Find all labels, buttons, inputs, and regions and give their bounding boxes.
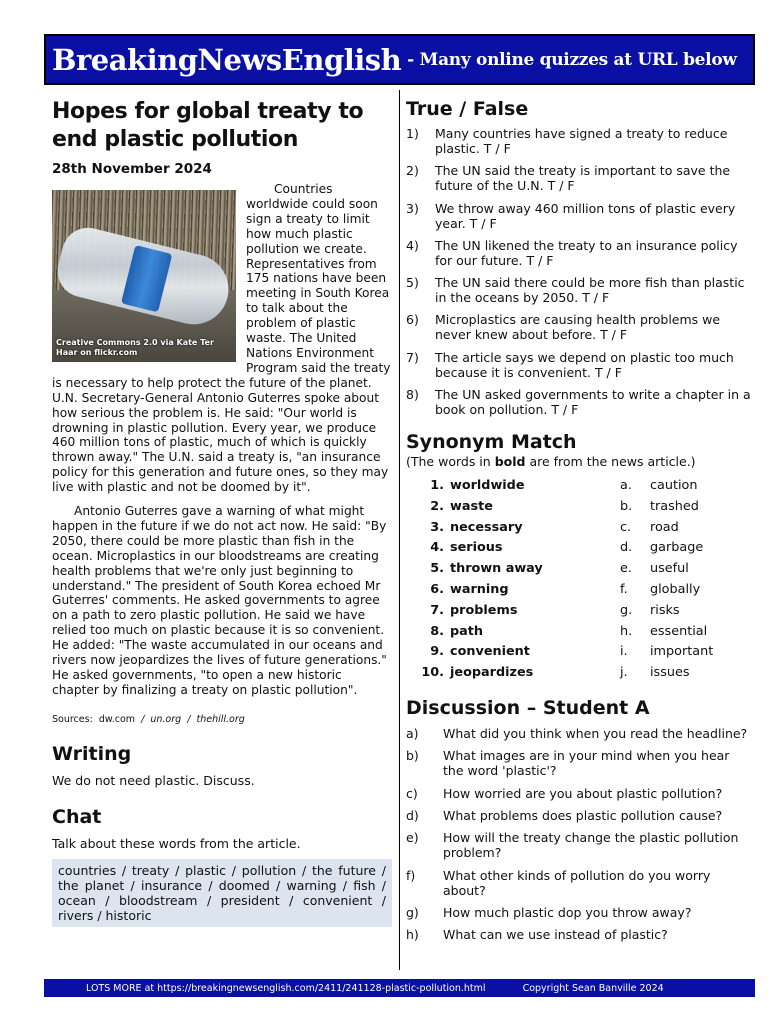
row-number: 4. xyxy=(430,540,444,556)
row-word: worldwide xyxy=(450,477,525,493)
article-date: 28th November 2024 xyxy=(52,161,212,177)
writing-heading: Writing xyxy=(52,742,132,765)
row-word: problems xyxy=(450,602,518,618)
table-row xyxy=(406,558,758,579)
list-item xyxy=(406,927,758,942)
site-tagline: - Many online quizzes at URL below xyxy=(407,49,737,70)
row-letter: b. xyxy=(620,498,633,514)
item-letter: a) xyxy=(406,726,419,742)
row-word: serious xyxy=(450,540,503,556)
item-text: The article says we depend on plastic too much because it is convenient. T / F xyxy=(435,349,734,380)
chat-heading: Chat xyxy=(52,805,102,828)
row-letter: a. xyxy=(620,477,632,493)
note-text: are from the news article.) xyxy=(525,454,696,470)
row-number: 8. xyxy=(430,623,444,639)
right-column xyxy=(406,98,758,949)
item-number: 7) xyxy=(406,349,419,365)
item-text: The UN asked governments to write a chapter in a book on pollution. T / F xyxy=(435,387,751,418)
article-photo xyxy=(52,190,236,362)
row-number: 10. xyxy=(421,665,444,681)
row-number: 5. xyxy=(430,561,444,577)
item-text: How worried are you about plastic pollution? xyxy=(443,785,723,801)
list-item xyxy=(406,786,758,801)
article-headline: Hopes for global treaty to end plastic pollution xyxy=(52,99,364,152)
note-bold: bold xyxy=(494,454,526,470)
item-text: What images are in your mind when you hear the word 'plastic'? xyxy=(443,748,730,779)
row-number: 1. xyxy=(430,477,444,493)
row-letter: g. xyxy=(620,602,633,618)
column-divider xyxy=(399,90,400,970)
row-letter: h. xyxy=(620,623,633,639)
item-letter: c) xyxy=(406,785,418,801)
table-row xyxy=(406,496,758,517)
note-text: (The words in xyxy=(406,454,495,470)
site-brand: BreakingNewsEnglish xyxy=(52,42,402,77)
row-meaning: globally xyxy=(650,581,701,597)
item-text: What did you think when you read the headline? xyxy=(443,726,748,742)
item-text: The UN likened the treaty to an insurance policy for our future. T / F xyxy=(435,237,738,268)
discussion-list xyxy=(406,726,758,942)
photo-credit: Creative Commons 2.0 via Kate Ter Haar on flickr.com xyxy=(56,338,214,357)
item-number: 5) xyxy=(406,275,419,291)
chat-word-box: countries / treaty / plastic / pollution / the future / the planet / insurance / doomed / warning / fish / ocean / bloodstream / president / convenient / rivers / historic xyxy=(52,859,392,927)
row-word: path xyxy=(450,623,484,639)
table-row xyxy=(406,641,758,662)
list-item xyxy=(406,238,758,268)
list-item xyxy=(406,808,758,823)
discussion-heading: Discussion – Student A xyxy=(406,697,650,720)
bottle-label xyxy=(121,245,172,312)
item-number: 6) xyxy=(406,312,419,328)
item-text: How much plastic dop you throw away? xyxy=(443,904,692,920)
chat-prompt: Talk about these words from the article. xyxy=(52,835,301,851)
item-number: 8) xyxy=(406,387,419,403)
list-item xyxy=(406,748,758,778)
list-item xyxy=(406,830,758,860)
row-word: thrown away xyxy=(450,561,543,577)
item-number: 4) xyxy=(406,237,419,253)
item-number: 2) xyxy=(406,163,419,179)
row-letter: e. xyxy=(620,561,632,577)
footer-url-link[interactable]: LOTS MORE at https://breakingnewsenglish.com/2411/241128-plastic-pollution.html xyxy=(86,982,486,994)
item-text: The UN said there could be more fish than plastic in the oceans by 2050. T / F xyxy=(435,275,745,306)
list-item xyxy=(406,312,758,342)
source-separator: / xyxy=(187,713,191,725)
synonym-heading: Synonym Match xyxy=(406,431,577,454)
row-meaning: essential xyxy=(650,623,708,639)
row-letter: f. xyxy=(620,581,628,597)
row-number: 9. xyxy=(430,644,444,660)
list-item xyxy=(406,726,758,741)
item-letter: e) xyxy=(406,830,419,846)
row-meaning: trashed xyxy=(650,498,699,514)
article-body xyxy=(52,182,392,698)
item-text: Microplastics are causing health problems we never knew about before. T / F xyxy=(435,312,721,343)
row-number: 7. xyxy=(430,602,444,618)
list-item xyxy=(406,201,758,231)
list-item xyxy=(406,275,758,305)
row-letter: d. xyxy=(620,540,633,556)
synonym-note xyxy=(406,454,758,469)
row-meaning: garbage xyxy=(650,540,704,556)
item-letter: h) xyxy=(406,927,419,943)
list-item xyxy=(406,350,758,380)
row-letter: c. xyxy=(620,519,632,535)
writing-prompt: We do not need plastic. Discuss. xyxy=(52,772,255,788)
item-text: Many countries have signed a treaty to reduce plastic. T / F xyxy=(435,126,728,156)
row-word: convenient xyxy=(450,644,530,660)
row-meaning: risks xyxy=(650,602,680,618)
table-row xyxy=(406,662,758,683)
site-banner xyxy=(44,34,755,85)
true-false-list xyxy=(406,126,758,417)
page-footer xyxy=(44,979,755,997)
row-number: 3. xyxy=(430,519,444,535)
sources-line xyxy=(52,714,392,725)
item-letter: g) xyxy=(406,904,419,920)
row-letter: j. xyxy=(620,665,628,681)
row-word: warning xyxy=(450,581,509,597)
row-number: 2. xyxy=(430,498,444,514)
table-row xyxy=(406,517,758,538)
table-row xyxy=(406,600,758,621)
list-item xyxy=(406,905,758,920)
item-text: The UN said the treaty is important to save the future of the U.N. T / F xyxy=(435,163,731,194)
paragraph-rest: worldwide could soon sign a treaty to limit how much plastic pollution we create. Representatives from 175 nations have been meeting in South Korea to talk about the problem of plastic waste. The United Nations Environment Program said the treaty is necessary to help protect the future of the planet. U.N. Secretary-General Antonio Guterres spoke about how serious the problem is. He said: "Our world is drowning in plastic pollution. Every year, we produce 460 million tons of plastic, much of which is quickly thrown away." The U.N. said a treaty is, "an insurance policy for this generation and future ones, so they may live with plastic and not be doomed by it". xyxy=(52,196,391,495)
item-text: What can we use instead of plastic? xyxy=(443,927,668,943)
item-letter: f) xyxy=(406,867,416,883)
footer-copyright: Copyright Sean Banville 2024 xyxy=(522,982,664,994)
item-letter: b) xyxy=(406,748,419,764)
item-text: We throw away 460 million tons of plastic every year. T / F xyxy=(435,200,736,231)
item-text: How will the treaty change the plastic pollution problem? xyxy=(443,830,739,861)
list-item xyxy=(406,163,758,193)
row-meaning: issues xyxy=(650,665,690,681)
item-number: 1) xyxy=(406,126,419,141)
article-paragraph-2: Antonio Guterres gave a warning of what might happen in the future if we do not act now. He said: "By 2050, there could be more plastic than fish in the ocean. Microplastics in our bloodstreams are creating health problems that we're only just beginning to understand." The president of South Korea echoed Mr Guterres' comments. He asked governments to agree on a path to zero plastic pollution. He said we have relied too much on plastic because it is so convenient. He added: "The waste accumulated in our oceans and rivers now jeopardizes the lives of future generations." He asked governments, "to open a new historic chapter by finalizing a treaty on plastic pollution". xyxy=(52,504,387,697)
list-item xyxy=(406,387,758,417)
row-meaning: useful xyxy=(650,561,689,577)
source-link[interactable]: thehill.org xyxy=(196,713,245,725)
row-word: waste xyxy=(450,498,493,514)
row-meaning: caution xyxy=(650,477,698,493)
table-row xyxy=(406,537,758,558)
left-column xyxy=(52,98,392,927)
item-number: 3) xyxy=(406,200,419,216)
table-row xyxy=(406,475,758,496)
row-word: necessary xyxy=(450,519,523,535)
list-item xyxy=(406,868,758,898)
source-link[interactable]: un.org xyxy=(150,713,182,725)
item-text: What problems does plastic pollution cause? xyxy=(443,807,723,823)
row-meaning: important xyxy=(650,644,714,660)
row-meaning: road xyxy=(650,519,679,535)
table-row xyxy=(406,579,758,600)
row-number: 6. xyxy=(430,581,444,597)
source-separator: / xyxy=(141,713,145,725)
true-false-heading: True / False xyxy=(406,98,529,120)
paragraph-lead: Countries xyxy=(274,182,333,196)
table-row xyxy=(406,621,758,642)
source-link[interactable]: dw.com xyxy=(98,713,136,725)
item-letter: d) xyxy=(406,807,419,823)
list-item xyxy=(406,126,758,156)
row-word: jeopardizes xyxy=(450,665,534,681)
synonym-table xyxy=(406,475,758,683)
sources-label: Sources: xyxy=(52,713,93,725)
item-text: What other kinds of pollution do you worry about? xyxy=(443,867,711,898)
row-letter: i. xyxy=(620,644,628,660)
